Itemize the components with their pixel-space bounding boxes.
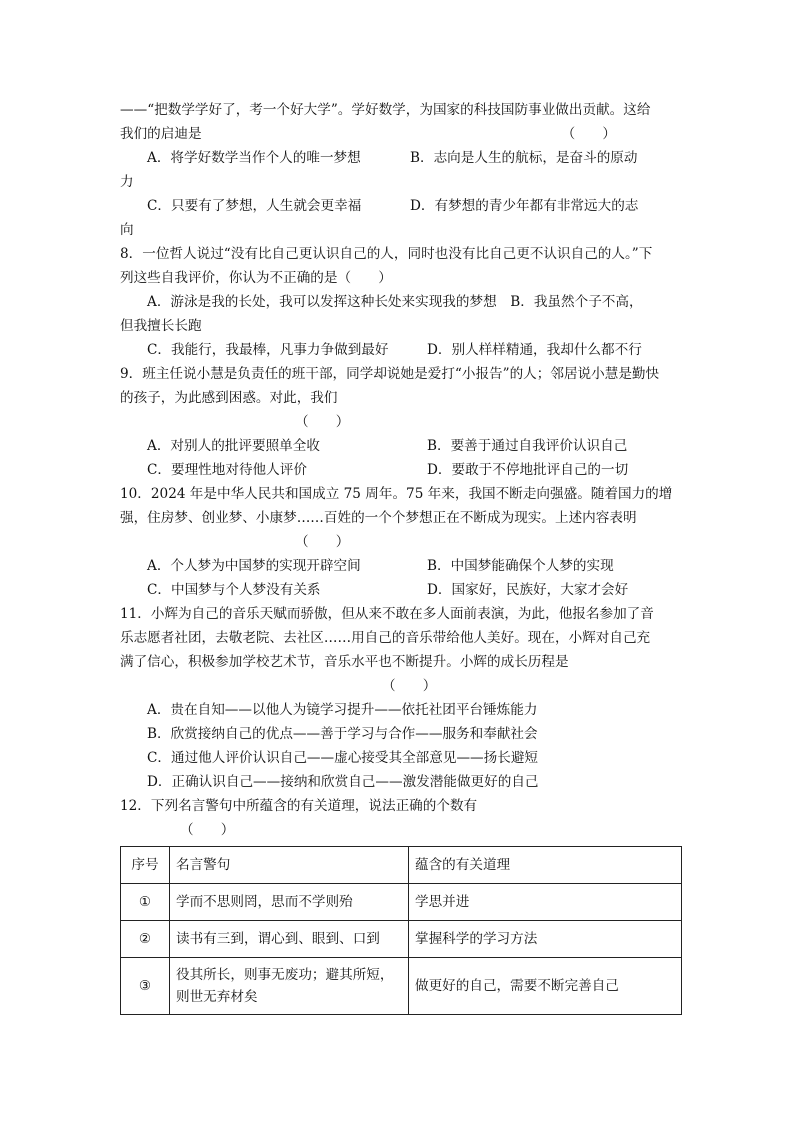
- option-b: B．志向是人生的航标，是奋斗的原动: [410, 150, 638, 166]
- table-header: 蕴含的有关道理: [409, 847, 682, 884]
- table-cell: ②: [121, 921, 170, 958]
- table-header: 序号: [121, 847, 170, 884]
- option-b: B．欣赏接纳自己的优点——善于学习与合作——服务和奉献社会: [147, 726, 538, 742]
- answer-paren: （ ）: [382, 678, 437, 694]
- table-cell: 学而不思则罔，思而不学则殆: [170, 884, 409, 921]
- question-text: ——“把数学学好了，考一个好大学”。学好数学，为国家的科技国防事业做出贡献。这给: [120, 102, 651, 118]
- option-d: D．有梦想的青少年都有非常远大的志: [410, 198, 639, 214]
- question-8-cont: 列这些自我评价，你认为不正确的是（ ）: [120, 270, 392, 286]
- option-c: C．我能行，我最棒，凡事力争做到最好: [147, 342, 389, 358]
- table-cell: 做更好的自己，需要不断完善自己: [409, 958, 682, 1015]
- option-b-cont: 力: [120, 174, 134, 190]
- answer-paren: （ ）: [295, 414, 350, 430]
- option-a: A．对别人的批评要照单全收: [147, 438, 320, 454]
- option-a: A．将学好数学当作个人的唯一梦想: [147, 150, 361, 166]
- question-11: 11．小辉为自己的音乐天赋而骄傲，但从来不敢在多人面前表演，为此，他报名参加了音: [120, 606, 654, 622]
- table-cell: 读书有三到，谓心到、眼到、口到: [170, 921, 409, 958]
- table-header-row: [121, 847, 682, 884]
- table-cell: 掌握科学的学习方法: [409, 921, 682, 958]
- option-d: D．别人样样精通，我却什么都不行: [427, 342, 642, 358]
- answer-paren: （ ）: [180, 822, 235, 838]
- table-cell: 学思并进: [409, 884, 682, 921]
- option-c: C．要理性地对待他人评价: [147, 462, 307, 478]
- question-11-cont: 满了信心，积极参加学校艺术节，音乐水平也不断提升。小辉的成长历程是: [120, 654, 569, 670]
- question-12: 12．下列名言警句中所蕴含的有关道理，说法正确的个数有: [120, 798, 478, 814]
- option-d: D．要敢于不停地批评自己的一切: [427, 462, 629, 478]
- question-9-cont: 的孩子，为此感到困惑。对此，我们: [120, 390, 338, 406]
- answer-paren: （ ）: [561, 126, 616, 142]
- question-8: 8．一位哲人说过“没有比自己更认识自己的人，同时也没有比自己更不认识自己的人。”下: [120, 246, 653, 262]
- table-cell: 役其所长，则事无废功；避其所短，则世无弃材矣: [170, 958, 409, 1015]
- option-c: C．只要有了梦想，人生就会更幸福: [147, 198, 362, 214]
- table-cell: ①: [121, 884, 170, 921]
- question-10: 10．2024 年是中华人民共和国成立 75 周年。75 年来，我国不断走向强盛。随着国力的增: [120, 486, 673, 502]
- option-b: B．中国梦能确保个人梦的实现: [427, 558, 614, 574]
- question-text: 我们的启迪是: [120, 126, 202, 142]
- table-cell: ③: [121, 958, 170, 1015]
- table-header: 名言警句: [170, 847, 409, 884]
- question-11-cont: 乐志愿者社团，去敬老院、去社区……用自己的音乐带给他人美好。现在，小辉对自己充: [120, 630, 651, 646]
- table-row: [121, 958, 682, 1015]
- option-a: A．贵在自知——以他人为镜学习提升——依托社团平台锤炼能力: [147, 702, 538, 718]
- question-10-cont: 强，住房梦、创业梦、小康梦……百姓的一个个梦想正在不断成为现实。上述内容表明: [120, 510, 637, 526]
- option-c: C．中国梦与个人梦没有关系: [147, 582, 321, 598]
- table-row: [121, 884, 682, 921]
- option-c: C．通过他人评价认识自己——虚心接受其全部意见——扬长避短: [147, 750, 539, 766]
- option-d: D．国家好，民族好，大家才会好: [427, 582, 629, 598]
- quotes-table: [120, 846, 682, 1015]
- option-d: D．正确认识自己——接纳和欣赏自己——激发潜能做更好的自己: [147, 774, 539, 790]
- question-9: 9．班主任说小慧是负责任的班干部，同学却说她是爱打“小报告”的人；邻居说小慧是勤快: [120, 366, 660, 382]
- table-row: [121, 921, 682, 958]
- exam-page: [120, 98, 682, 1015]
- option-a: A．游泳是我的长处，我可以发挥这种长处来实现我的梦想 B．我虽然个子不高，: [147, 294, 643, 310]
- option-d-cont: 向: [120, 222, 134, 238]
- option-b: B．要善于通过自我评价认识自己: [427, 438, 628, 454]
- option-a: A．个人梦为中国梦的实现开辟空间: [147, 558, 361, 574]
- answer-paren: （ ）: [295, 534, 350, 550]
- option-b-cont: 但我擅长长跑: [120, 318, 202, 334]
